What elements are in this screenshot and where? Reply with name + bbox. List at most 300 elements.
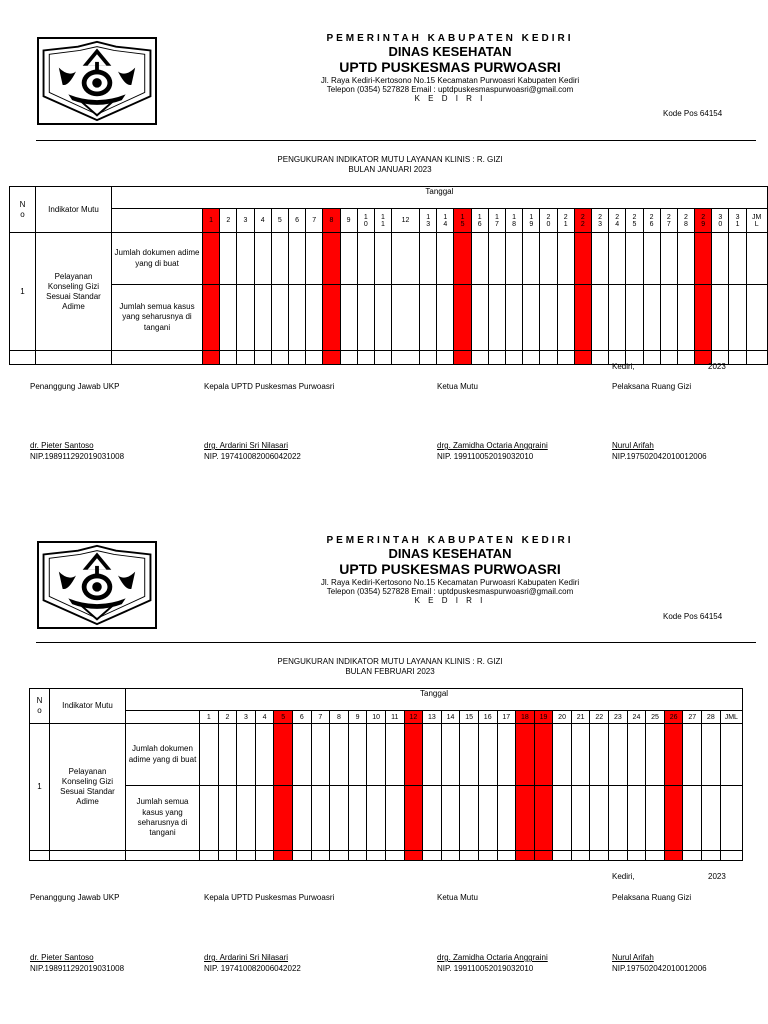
day-header-6: 6: [288, 209, 305, 233]
blank-cell: [30, 851, 50, 861]
data-row: [30, 786, 743, 851]
day-cell-13[interactable]: [420, 233, 437, 285]
day-cell-8: [323, 351, 340, 365]
day-header-11: 1 1: [374, 209, 391, 233]
day-cell-19: [534, 851, 553, 861]
day-cell-7[interactable]: [311, 786, 330, 851]
day-cell-17[interactable]: [497, 724, 516, 786]
day-cell-10: [367, 851, 386, 861]
signatory-ukp: [30, 952, 124, 974]
day-cell-14[interactable]: [437, 233, 454, 285]
day-cell-8[interactable]: [323, 285, 340, 351]
signatory-nip: NIP.198911292019031008: [30, 964, 125, 974]
day-header-5: 5: [271, 209, 288, 233]
signatory-name: drg. Zamidha Octaria Anggraini: [437, 953, 548, 962]
day-cell-5: [274, 851, 293, 861]
signatory-nip: NIP. 199110052019032010: [437, 964, 534, 974]
role-pelaksana: Pelaksana Ruang Gizi: [612, 382, 692, 391]
day-cell-25: [646, 851, 665, 861]
day-header-24: 24: [627, 711, 646, 724]
day-header-10: 10: [367, 711, 386, 724]
day-cell-6[interactable]: [288, 233, 305, 285]
day-cell-10[interactable]: [367, 786, 386, 851]
day-cell-14[interactable]: [437, 285, 454, 351]
day-cell-6: [288, 351, 305, 365]
signatory-kepala: [204, 952, 301, 974]
day-cell-26[interactable]: [664, 786, 683, 851]
day-cell-3[interactable]: [237, 285, 254, 351]
day-cell-8[interactable]: [323, 233, 340, 285]
day-cell-3[interactable]: [237, 786, 256, 851]
signatory-name: Nurul Arifah: [612, 953, 654, 962]
day-cell-28: [702, 851, 721, 861]
letterhead: [250, 535, 650, 605]
day-header-9: 9: [348, 711, 367, 724]
day-cell-5: [271, 351, 288, 365]
day-cell-12[interactable]: [392, 233, 420, 285]
day-cell-9[interactable]: [348, 724, 367, 786]
day-cell-4: [254, 351, 271, 365]
empty-row: [10, 351, 768, 365]
day-cell-29[interactable]: [695, 285, 712, 351]
day-cell-5[interactable]: [274, 786, 293, 851]
day-cell-15[interactable]: [460, 786, 479, 851]
day-header-4: 4: [254, 209, 271, 233]
day-cell-9[interactable]: [340, 233, 357, 285]
signatory-name: drg. Ardarini Sri Nilasari: [204, 441, 289, 450]
day-header-19: 19: [534, 711, 553, 724]
signatory-nip: NIP.198911292019031008: [30, 452, 125, 462]
day-cell-18[interactable]: [516, 786, 535, 851]
day-header-8: 8: [323, 209, 340, 233]
day-header-1: 1: [200, 711, 219, 724]
col-no-header: N o: [30, 689, 50, 724]
role-kepala: Kepala UPTD Puskesmas Purwoasri: [204, 893, 335, 902]
coat-of-arms-icon: [39, 543, 155, 627]
col-tanggal-header: Tanggal: [112, 187, 768, 209]
day-cell-18[interactable]: [516, 724, 535, 786]
day-cell-30[interactable]: [712, 285, 729, 351]
day-cell-24[interactable]: [627, 786, 646, 851]
city: K E D I R I: [414, 93, 486, 103]
day-header-13: 13: [423, 711, 442, 724]
day-header-14: 14: [441, 711, 460, 724]
government-name: PEMERINTAH KABUPATEN KEDIRI: [326, 33, 574, 44]
day-cell-1[interactable]: [200, 724, 219, 786]
day-cell-8[interactable]: [330, 724, 349, 786]
signatory-kepala: [204, 440, 301, 462]
day-cell-22[interactable]: [590, 724, 609, 786]
day-cell-16: [471, 351, 488, 365]
day-cell-2[interactable]: [218, 724, 237, 786]
col-jml-header: JML: [720, 711, 742, 724]
day-cell-22[interactable]: [574, 285, 591, 351]
day-number-row: [10, 209, 768, 233]
day-header-25: 2 5: [626, 209, 643, 233]
role-kepala: Kepala UPTD Puskesmas Purwoasri: [204, 382, 335, 391]
day-header-2: 2: [220, 209, 237, 233]
month-text: BULAN JANUARI 2023: [348, 165, 432, 175]
indikator-name: Pelayanan Konseling Gizi Sesuai Standar Adime: [50, 724, 126, 851]
day-cell-10: [357, 351, 374, 365]
day-cell-28[interactable]: [677, 285, 694, 351]
day-cell-5[interactable]: [274, 724, 293, 786]
col-indikator-header: Indikator Mutu: [36, 187, 112, 233]
denominator-label: Jumlah semua kasus yang seharusnya di tangani: [112, 285, 203, 351]
day-header-22: 2 2: [574, 209, 591, 233]
day-cell-26[interactable]: [643, 285, 660, 351]
col-jml-header: JM L: [746, 209, 767, 233]
day-cell-21: [557, 351, 574, 365]
coat-of-arms-icon: [39, 39, 155, 123]
header-row: [30, 689, 743, 711]
city: K E D I R I: [414, 595, 486, 605]
day-cell-27[interactable]: [683, 724, 702, 786]
day-cell-11[interactable]: [374, 233, 391, 285]
day-header-9: 9: [340, 209, 357, 233]
day-cell-31[interactable]: [729, 285, 746, 351]
day-cell-17[interactable]: [488, 233, 505, 285]
day-cell-28[interactable]: [677, 233, 694, 285]
day-cell-2[interactable]: [218, 786, 237, 851]
day-cell-22: [590, 851, 609, 861]
day-cell-6[interactable]: [288, 285, 305, 351]
day-cell-23[interactable]: [609, 786, 628, 851]
day-cell-4[interactable]: [255, 724, 274, 786]
day-cell-7: [306, 351, 323, 365]
day-header-23: 23: [609, 711, 628, 724]
letterhead: [250, 33, 650, 103]
day-cell-4: [255, 851, 274, 861]
day-header-29: 2 9: [695, 209, 712, 233]
signatory-ketua-mutu: [437, 440, 548, 462]
day-cell-16[interactable]: [471, 285, 488, 351]
day-cell-25[interactable]: [626, 233, 643, 285]
signatory-name: Nurul Arifah: [612, 441, 654, 450]
day-cell-12: [404, 851, 423, 861]
signature-year: 2023: [708, 362, 726, 371]
day-cell-13: [423, 851, 442, 861]
day-cell-15[interactable]: [460, 724, 479, 786]
signatory-pelaksana: [612, 440, 707, 462]
day-cell-7[interactable]: [306, 285, 323, 351]
day-cell-8[interactable]: [330, 786, 349, 851]
day-cell-3: [237, 351, 254, 365]
header-divider: [36, 140, 756, 141]
day-header-21: 2 1: [557, 209, 574, 233]
day-cell-15[interactable]: [454, 233, 471, 285]
data-row: [10, 285, 768, 351]
day-header-7: 7: [311, 711, 330, 724]
postal-code: Kode Pos 64154: [663, 612, 723, 621]
day-header-21: 21: [571, 711, 590, 724]
blank-cell: [746, 351, 767, 365]
month-text: BULAN FEBRUARI 2023: [345, 667, 435, 677]
day-cell-13[interactable]: [423, 724, 442, 786]
day-cell-5[interactable]: [271, 233, 288, 285]
total-cell[interactable]: [746, 285, 767, 351]
day-cell-24: [627, 851, 646, 861]
contact: Telepon (0354) 527828 Email : uptdpuskesmaspurwoasri@gmail.com: [326, 586, 574, 596]
day-cell-26: [643, 351, 660, 365]
day-cell-25[interactable]: [626, 285, 643, 351]
day-cell-25[interactable]: [646, 724, 665, 786]
day-cell-11[interactable]: [374, 285, 391, 351]
day-header-1: 1: [203, 209, 220, 233]
day-cell-7: [311, 851, 330, 861]
day-cell-23[interactable]: [591, 233, 608, 285]
day-cell-23[interactable]: [609, 724, 628, 786]
blank-cell: [10, 351, 36, 365]
signatory-nip: NIP. 197410082006042022: [204, 452, 301, 462]
day-header-27: 2 7: [660, 209, 677, 233]
day-cell-1[interactable]: [203, 285, 220, 351]
day-header-27: 27: [683, 711, 702, 724]
form-title: [200, 657, 580, 678]
day-header-15: 1 5: [454, 209, 471, 233]
day-cell-11[interactable]: [385, 786, 404, 851]
day-cell-10[interactable]: [357, 285, 374, 351]
day-cell-9[interactable]: [348, 786, 367, 851]
day-cell-6[interactable]: [292, 724, 311, 786]
day-cell-28[interactable]: [702, 724, 721, 786]
day-header-16: 16: [478, 711, 497, 724]
day-cell-22: [574, 351, 591, 365]
day-cell-31[interactable]: [729, 233, 746, 285]
day-header-11: 11: [385, 711, 404, 724]
signatory-name: drg. Zamidha Octaria Anggraini: [437, 441, 548, 450]
day-cell-19[interactable]: [523, 285, 540, 351]
day-cell-24[interactable]: [609, 285, 626, 351]
day-header-4: 4: [255, 711, 274, 724]
day-header-22: 22: [590, 711, 609, 724]
day-header-20: 20: [553, 711, 572, 724]
title-text: PENGUKURAN INDIKATOR MUTU LAYANAN KLINIS : R. GIZI: [277, 657, 503, 666]
day-cell-14[interactable]: [441, 724, 460, 786]
day-cell-12: [392, 351, 420, 365]
day-header-3: 3: [237, 209, 254, 233]
title-text: PENGUKURAN INDIKATOR MUTU LAYANAN KLINIS : R. GIZI: [277, 155, 503, 164]
day-header-30: 3 0: [712, 209, 729, 233]
day-cell-20[interactable]: [540, 233, 557, 285]
signature-place: [612, 871, 635, 882]
day-cell-6: [292, 851, 311, 861]
signatory-name: dr. Pieter Santoso: [30, 953, 94, 962]
contact: Telepon (0354) 527828 Email : uptdpuskesmaspurwoasri@gmail.com: [326, 84, 574, 94]
day-cell-28: [677, 351, 694, 365]
day-cell-11: [385, 851, 404, 861]
address: Jl. Raya Kediri-Kertosono No.15 Kecamatan Purwoasri Kabupaten Kediri: [320, 75, 580, 85]
day-header-17: 1 7: [488, 209, 505, 233]
day-cell-14: [437, 351, 454, 365]
data-row: [10, 233, 768, 285]
day-cell-16[interactable]: [478, 724, 497, 786]
day-cell-25[interactable]: [646, 786, 665, 851]
day-header-26: 2 6: [643, 209, 660, 233]
day-cell-18: [516, 851, 535, 861]
day-cell-15: [460, 851, 479, 861]
day-header-15: 15: [460, 711, 479, 724]
day-cell-20[interactable]: [540, 285, 557, 351]
day-cell-13: [420, 351, 437, 365]
day-cell-16[interactable]: [478, 786, 497, 851]
day-cell-30[interactable]: [712, 233, 729, 285]
total-cell[interactable]: [720, 786, 742, 851]
numerator-label: Jumlah dokumen adime yang di buat: [126, 724, 200, 786]
blank-cell: [126, 711, 200, 724]
day-cell-20: [540, 351, 557, 365]
day-cell-28[interactable]: [702, 786, 721, 851]
day-cell-27[interactable]: [683, 786, 702, 851]
header-divider: [36, 642, 756, 643]
day-cell-12[interactable]: [404, 724, 423, 786]
row-number: 1: [10, 233, 36, 351]
government-name: PEMERINTAH KABUPATEN KEDIRI: [326, 535, 574, 546]
office-name: DINAS KESEHATAN: [388, 43, 512, 59]
day-cell-7[interactable]: [311, 724, 330, 786]
address: Jl. Raya Kediri-Kertosono No.15 Kecamatan Purwoasri Kabupaten Kediri: [320, 577, 580, 587]
day-cell-26: [664, 851, 683, 861]
col-no-header: N o: [10, 187, 36, 233]
role-ketua-mutu: Ketua Mutu: [437, 893, 478, 902]
day-cell-14[interactable]: [441, 786, 460, 851]
day-header-14: 1 4: [437, 209, 454, 233]
day-cell-27[interactable]: [660, 285, 677, 351]
col-tanggal-header: Tanggal: [126, 689, 743, 711]
day-cell-3[interactable]: [237, 233, 254, 285]
day-cell-18[interactable]: [506, 233, 523, 285]
total-cell[interactable]: [720, 724, 742, 786]
day-cell-2[interactable]: [220, 285, 237, 351]
day-cell-9: [348, 851, 367, 861]
day-cell-11[interactable]: [385, 724, 404, 786]
signatory-nip: NIP. 199110052019032010: [437, 452, 534, 462]
kediri-regency-logo: [37, 37, 157, 125]
signatory-nip: NIP.197502042010012006: [612, 452, 707, 462]
day-cell-4[interactable]: [254, 233, 271, 285]
day-cell-3[interactable]: [237, 724, 256, 786]
blank-cell: [126, 851, 200, 861]
day-cell-7[interactable]: [306, 233, 323, 285]
day-cell-26[interactable]: [664, 724, 683, 786]
day-cell-20[interactable]: [553, 786, 572, 851]
day-cell-20: [553, 851, 572, 861]
day-header-18: 1 8: [506, 209, 523, 233]
day-cell-18[interactable]: [506, 285, 523, 351]
day-cell-23: [609, 851, 628, 861]
day-header-3: 3: [237, 711, 256, 724]
day-cell-1: [203, 351, 220, 365]
day-cell-13[interactable]: [420, 285, 437, 351]
office-name: DINAS KESEHATAN: [388, 545, 512, 561]
day-cell-5[interactable]: [271, 285, 288, 351]
form-february: [0, 500, 768, 1012]
day-cell-21[interactable]: [557, 285, 574, 351]
signatory-ketua-mutu: [437, 952, 548, 974]
day-cell-12[interactable]: [404, 786, 423, 851]
day-cell-17[interactable]: [497, 786, 516, 851]
day-cell-2[interactable]: [220, 233, 237, 285]
day-cell-21[interactable]: [571, 786, 590, 851]
day-header-13: 1 3: [420, 209, 437, 233]
day-cell-27[interactable]: [660, 233, 677, 285]
day-cell-22[interactable]: [574, 233, 591, 285]
day-cell-23[interactable]: [591, 285, 608, 351]
day-cell-21: [571, 851, 590, 861]
day-cell-17: [497, 851, 516, 861]
day-cell-17[interactable]: [488, 285, 505, 351]
day-cell-1[interactable]: [203, 233, 220, 285]
denominator-label: Jumlah semua kasus yang seharusnya di tangani: [126, 786, 200, 851]
day-cell-26[interactable]: [643, 233, 660, 285]
day-cell-9: [340, 351, 357, 365]
day-cell-29[interactable]: [695, 233, 712, 285]
empty-row: [30, 851, 743, 861]
day-header-5: 5: [274, 711, 293, 724]
day-cell-24[interactable]: [609, 233, 626, 285]
day-cell-21[interactable]: [557, 233, 574, 285]
day-cell-11: [374, 351, 391, 365]
day-cell-6[interactable]: [292, 786, 311, 851]
blank-cell: [112, 351, 203, 365]
day-cell-3: [237, 851, 256, 861]
kediri-regency-logo: [37, 541, 157, 629]
signatory-nip: NIP.197502042010012006: [612, 964, 707, 974]
role-ukp: Penanggung Jawab UKP: [30, 382, 120, 391]
day-header-28: 28: [702, 711, 721, 724]
day-header-10: 1 0: [357, 209, 374, 233]
day-cell-15[interactable]: [454, 285, 471, 351]
day-cell-22[interactable]: [590, 786, 609, 851]
day-header-18: 18: [516, 711, 535, 724]
day-header-8: 8: [330, 711, 349, 724]
day-cell-13[interactable]: [423, 786, 442, 851]
day-header-17: 17: [497, 711, 516, 724]
day-header-24: 2 4: [609, 209, 626, 233]
day-cell-20[interactable]: [553, 724, 572, 786]
day-cell-19[interactable]: [534, 724, 553, 786]
place-label: Kediri,: [612, 872, 635, 881]
day-cell-14: [441, 851, 460, 861]
role-pelaksana: Pelaksana Ruang Gizi: [612, 893, 692, 902]
day-cell-9[interactable]: [340, 285, 357, 351]
day-cell-24[interactable]: [627, 724, 646, 786]
day-cell-4[interactable]: [255, 786, 274, 851]
day-cell-12[interactable]: [392, 285, 420, 351]
indikator-name: Pelayanan Konseling Gizi Sesuai Standar Adime: [36, 233, 112, 351]
day-cell-4[interactable]: [254, 285, 271, 351]
day-cell-17: [488, 351, 505, 365]
col-indikator-header: Indikator Mutu: [50, 689, 126, 724]
day-cell-16[interactable]: [471, 233, 488, 285]
day-cell-1[interactable]: [200, 786, 219, 851]
day-cell-27: [683, 851, 702, 861]
indicator-table: [9, 186, 768, 365]
day-cell-19[interactable]: [523, 233, 540, 285]
row-number: 1: [30, 724, 50, 851]
day-cell-21[interactable]: [571, 724, 590, 786]
day-cell-10[interactable]: [367, 724, 386, 786]
indicator-table: [29, 688, 743, 861]
signatory-name: drg. Ardarini Sri Nilasari: [204, 953, 289, 962]
day-cell-19[interactable]: [534, 786, 553, 851]
day-cell-18: [506, 351, 523, 365]
day-header-28: 2 8: [677, 209, 694, 233]
total-cell[interactable]: [746, 233, 767, 285]
day-cell-10[interactable]: [357, 233, 374, 285]
unit-name: UPTD PUSKESMAS PURWOASRI: [339, 561, 561, 578]
blank-cell: [720, 851, 742, 861]
